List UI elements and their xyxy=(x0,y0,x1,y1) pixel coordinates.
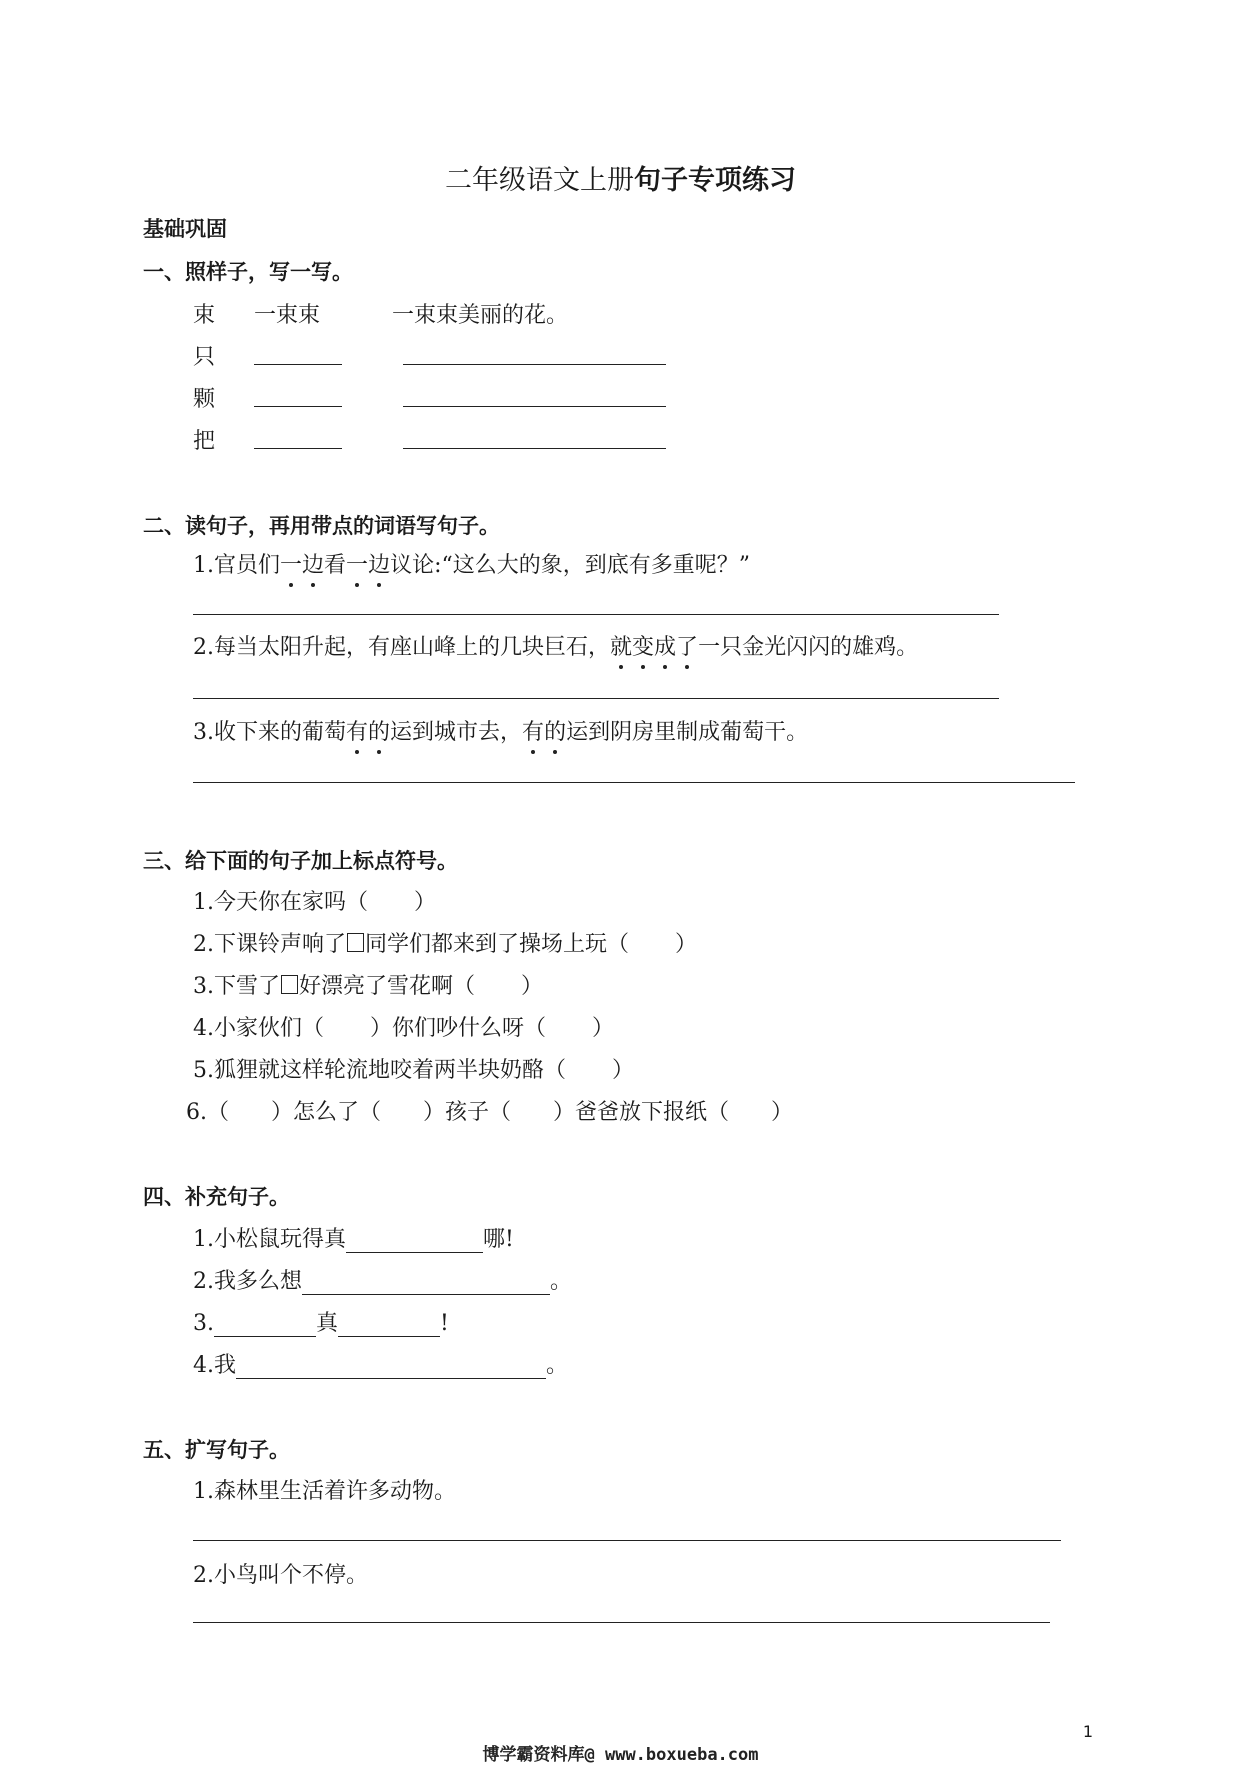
q3-sentence-6: 6.（ ）怎么了（ ）孩子（ ）爸爸放下报纸（ ） xyxy=(186,1100,794,1125)
q2-heading: 二、读句子，再用带点的词语写句子。 xyxy=(143,514,500,538)
q3-sentence-1: 1.今天你在家吗（ ） xyxy=(193,890,437,915)
dotted-char: 边 xyxy=(302,548,324,579)
dotted-char: 边 xyxy=(368,548,390,579)
fill-blank[interactable] xyxy=(302,1270,550,1295)
q5-heading: 五、扩写句子。 xyxy=(143,1438,290,1462)
dotted-char: 一 xyxy=(280,548,302,579)
title-bold: 句子专项练习 xyxy=(634,165,796,196)
q4-sentence-4: 4.我 。 xyxy=(193,1353,569,1378)
q5-answer-line-1[interactable] xyxy=(193,1540,1061,1541)
q3-sentence-2: 2.下课铃声响了 同学们都来到了操场上玩（ ） xyxy=(193,932,698,957)
q1-row2-sentence-blank[interactable] xyxy=(403,406,666,407)
q1-row3-phrase-blank[interactable] xyxy=(254,448,342,449)
q5-sentence-2: 2.小鸟叫个不停。 xyxy=(193,1563,368,1588)
fill-blank[interactable] xyxy=(346,1228,483,1253)
dotted-char: 一 xyxy=(346,548,368,579)
q1-row1-sentence-blank[interactable] xyxy=(403,364,666,365)
q1-example-sentence: 一束束美丽的花。 xyxy=(392,303,569,328)
punctuation-box[interactable] xyxy=(347,933,364,952)
dotted-char: 的 xyxy=(544,715,566,746)
q3-sentence-4: 4.小家伙们（ ）你们吵什么呀（ ） xyxy=(193,1016,615,1041)
footer-watermark: 博学霸资料库@ www.boxueba.com xyxy=(482,1745,759,1765)
q2-answer-line-3[interactable] xyxy=(193,782,1075,783)
q1-row-char: 把 xyxy=(193,429,216,454)
q1-row2-phrase-blank[interactable] xyxy=(254,406,342,407)
dotted-char: 就 xyxy=(610,630,632,661)
q1-row1-phrase-blank[interactable] xyxy=(254,364,342,365)
dotted-char: 的 xyxy=(368,715,390,746)
q3-sentence-5: 5.狐狸就这样轮流地咬着两半块奶酪（ ） xyxy=(193,1058,635,1083)
page-number: 1 xyxy=(1082,1722,1093,1741)
title-normal: 二年级语文上册 xyxy=(445,165,634,196)
dotted-char: 有 xyxy=(346,715,368,746)
q3-sentence-3: 3.下雪了 好漂亮了雪花啊（ ） xyxy=(193,974,544,999)
fill-blank[interactable] xyxy=(338,1312,440,1337)
q1-row-char: 只 xyxy=(193,345,216,370)
q4-sentence-3: 3. 真 ! xyxy=(193,1311,449,1336)
q2-answer-line-1[interactable] xyxy=(193,614,999,615)
dotted-char: 变 xyxy=(632,630,654,661)
q5-answer-line-2[interactable] xyxy=(193,1622,1050,1623)
q1-example-char: 束 xyxy=(193,303,216,328)
section-label: 基础巩固 xyxy=(143,217,227,241)
q4-sentence-1: 1.小松鼠玩得真 哪! xyxy=(193,1227,514,1252)
q2-sentence-1: 1.官员们一边看一边议论:“这么大的象，到底有多重呢？” xyxy=(193,548,750,579)
dotted-char: 了 xyxy=(676,630,698,661)
q2-sentence-3: 3.收下来的葡萄有的运到城市去，有的运到阴房里制成葡萄干。 xyxy=(193,715,808,746)
q2-answer-line-2[interactable] xyxy=(193,698,999,699)
q1-heading: 一、照样子，写一写。 xyxy=(143,260,353,284)
q1-example-phrase: 一束束 xyxy=(254,303,321,328)
q4-sentence-2: 2.我多么想 。 xyxy=(193,1269,573,1294)
q2-sentence-2: 2.每当太阳升起，有座山峰上的几块巨石，就变成了一只金光闪闪的雄鸡。 xyxy=(193,630,918,661)
dotted-char: 成 xyxy=(654,630,676,661)
punctuation-box[interactable] xyxy=(281,975,298,994)
dotted-char: 有 xyxy=(522,715,544,746)
page-title xyxy=(0,158,1241,197)
q1-row-char: 颗 xyxy=(193,387,216,412)
q5-sentence-1: 1.森林里生活着许多动物。 xyxy=(193,1479,456,1504)
q3-heading: 三、给下面的句子加上标点符号。 xyxy=(143,849,458,873)
fill-blank[interactable] xyxy=(214,1312,316,1337)
q1-row3-sentence-blank[interactable] xyxy=(403,448,666,449)
q4-heading: 四、补充句子。 xyxy=(143,1185,290,1209)
fill-blank[interactable] xyxy=(236,1354,546,1379)
